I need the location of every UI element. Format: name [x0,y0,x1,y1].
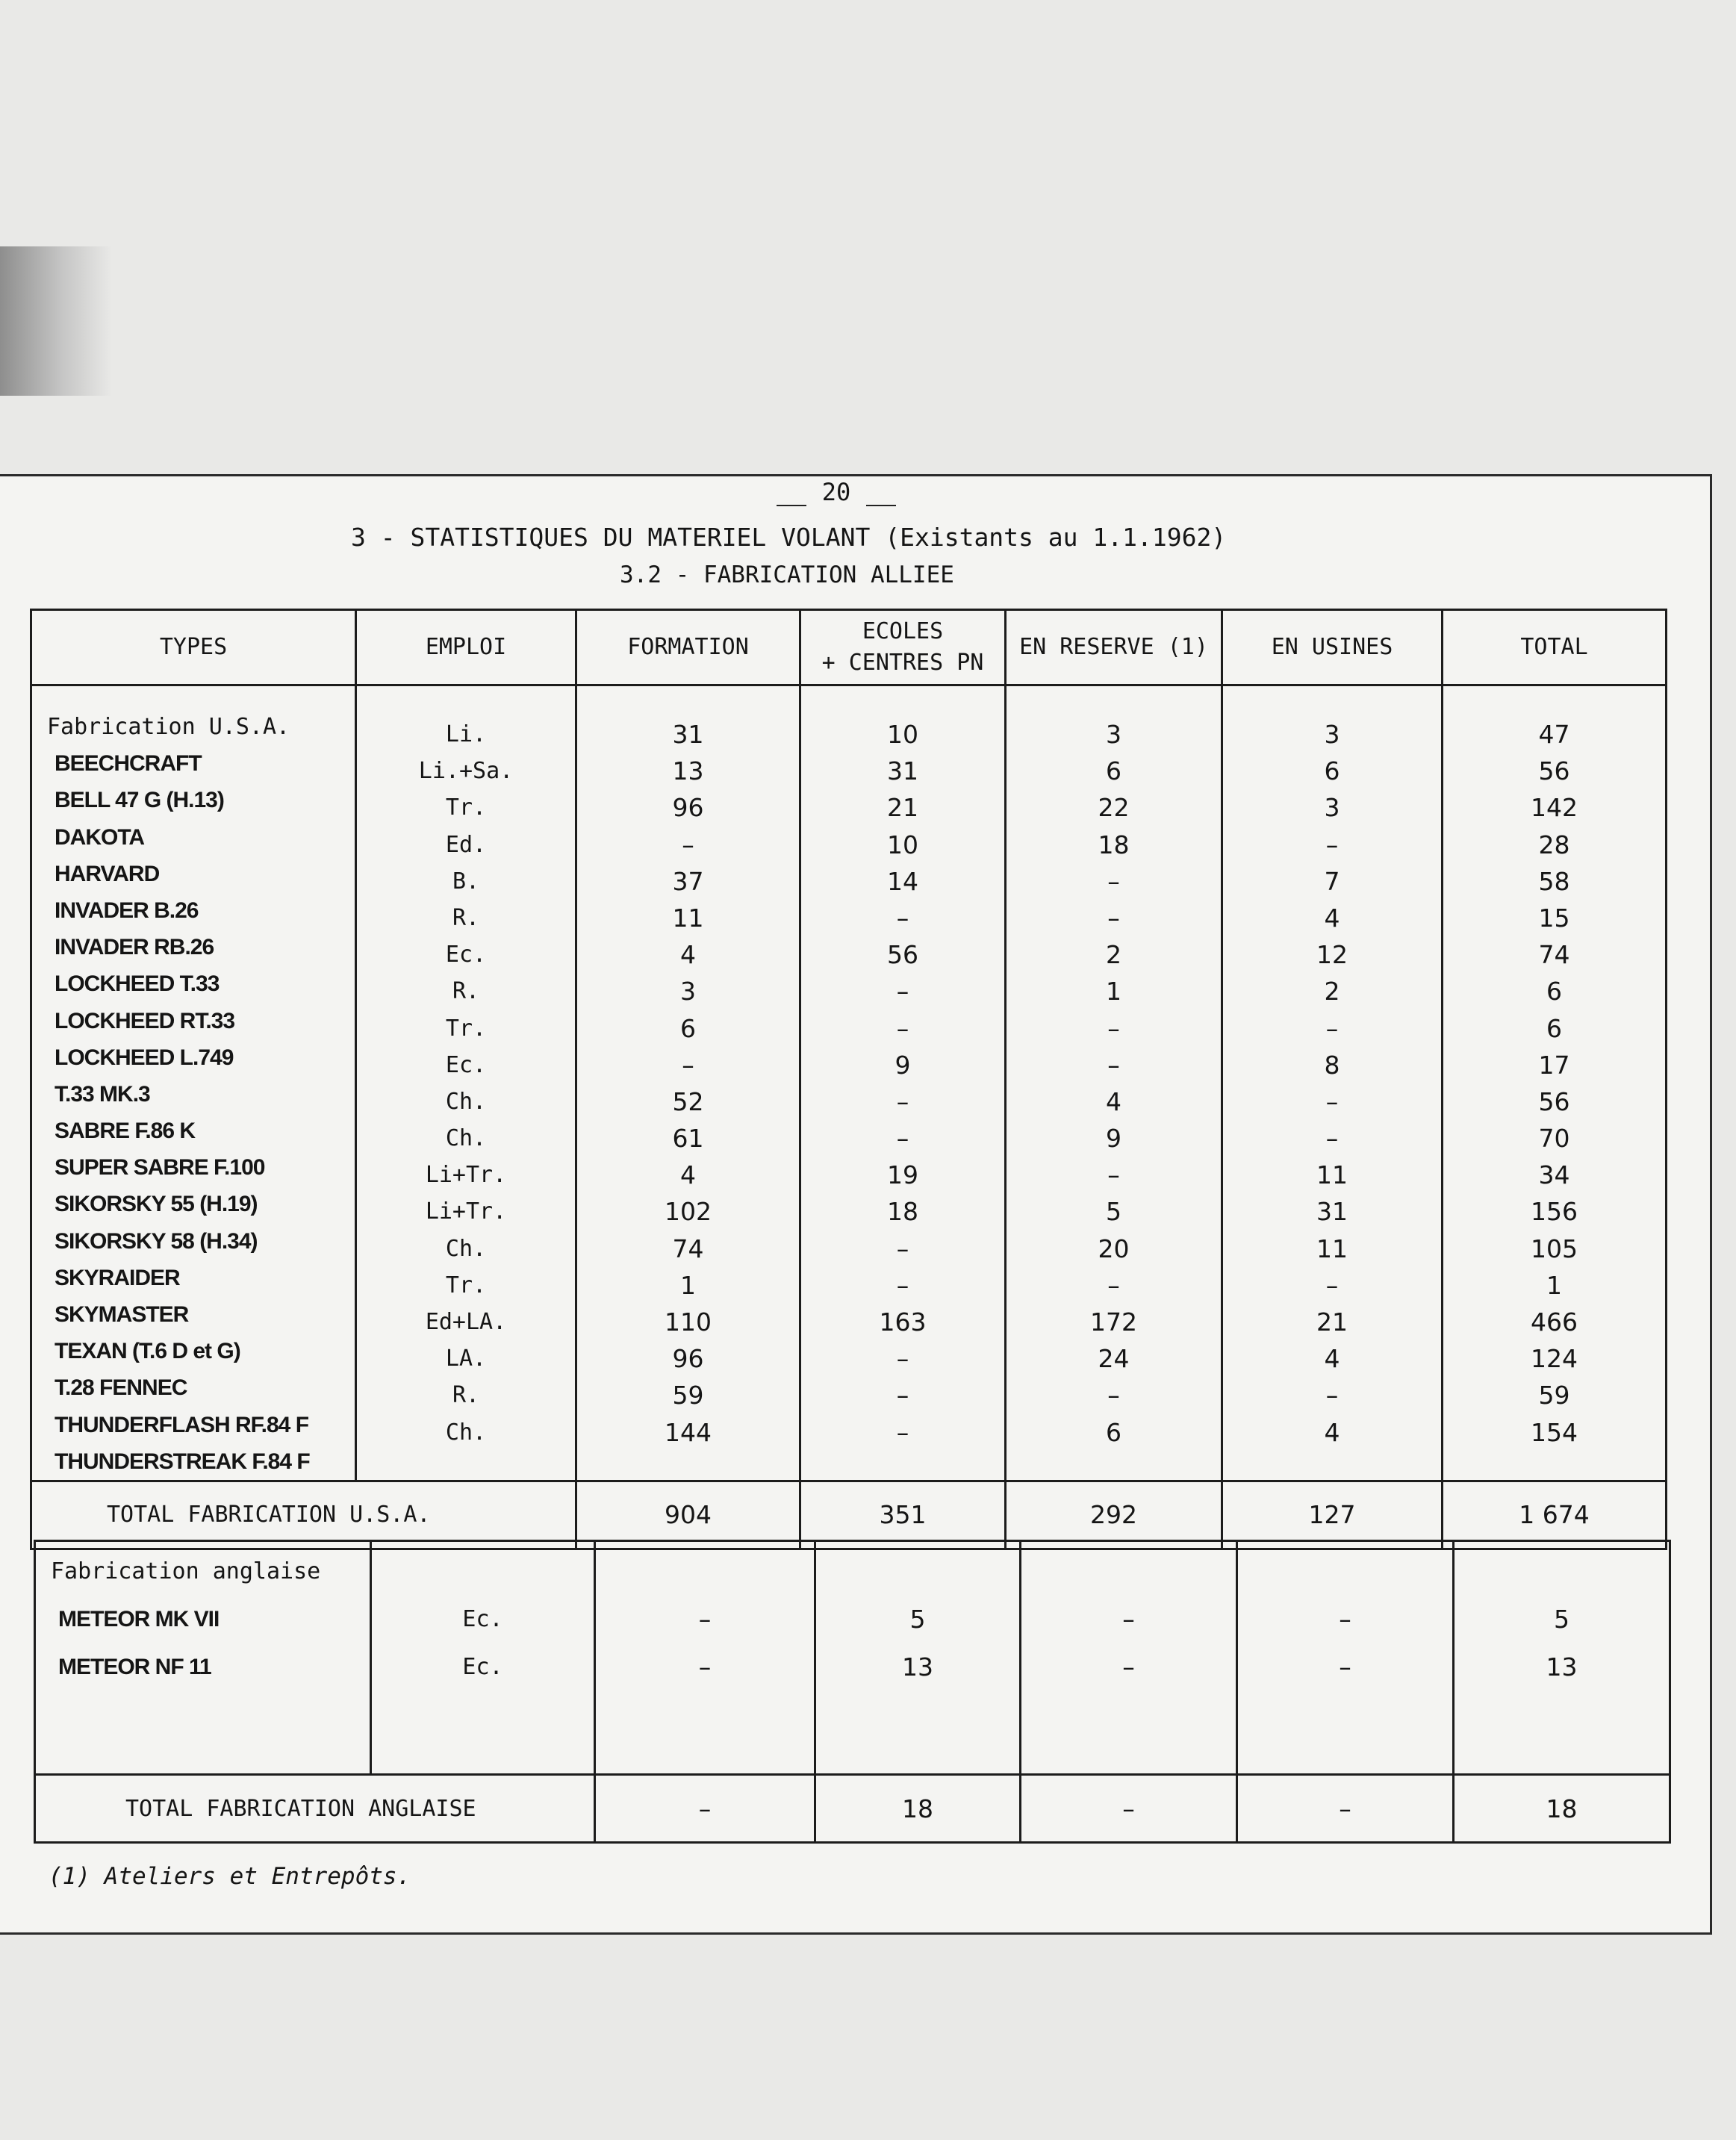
uk-formation-col [595,1541,815,1775]
usa-body-row [31,685,1667,1481]
aircraft-type-cell: METEOR NF 11 [58,1655,211,1679]
reserve-cell: 1 [1106,977,1121,1007]
ecoles-cell: 21 [887,793,918,823]
reserve-cell: – [1122,1652,1135,1682]
reserve-cell: 6 [1106,1417,1121,1447]
emploi-cell: Tr. [445,794,487,821]
aircraft-type-cell: T.28 FENNEC [55,1375,187,1401]
aircraft-type-cell: DAKOTA [55,824,145,850]
usa-group-label: Fabrication U.S.A. [47,714,290,740]
reserve-cell: 20 [1098,1234,1130,1263]
ecoles-cell: 10 [887,720,918,749]
header-ecoles-line2: + CENTRES PN [821,650,984,676]
header-total: TOTAL [1443,610,1667,685]
emploi-cell: Ch. [445,1088,487,1115]
reserve-cell: – [1107,866,1120,896]
usines-cell: 6 [1324,756,1340,786]
formation-cell: 4 [680,1160,696,1190]
emploi-cell: Ch. [445,1125,487,1152]
usa-total-reserve: 292 [1006,1481,1222,1549]
formation-cell: 13 [672,756,704,786]
reserve-cell: 172 [1090,1307,1137,1337]
total-cell: 74 [1538,940,1570,970]
reserve-cell: – [1107,1160,1120,1190]
total-cell: 70 [1538,1124,1570,1154]
total-cell: 156 [1531,1197,1578,1227]
aircraft-type-cell: LOCKHEED T.33 [55,971,220,997]
total-cell: 1 [1546,1270,1562,1300]
total-cell: 142 [1531,793,1578,823]
usines-cell: 12 [1316,940,1348,970]
reserve-cell: – [1107,1013,1120,1043]
aircraft-type-cell: SIKORSKY 55 (H.19) [55,1192,258,1217]
total-cell: 5 [1554,1605,1569,1634]
emploi-cell: LA. [445,1346,487,1372]
usines-cell: 7 [1324,866,1340,896]
total-cell: 28 [1538,830,1570,859]
usines-cell: – [1325,830,1339,859]
header-ecoles [800,610,1006,685]
formation-cell: 4 [680,940,696,970]
reserve-cell: 9 [1106,1124,1121,1154]
total-cell: 6 [1546,977,1562,1007]
usines-cell: – [1339,1605,1351,1634]
usa-total-total: 1 674 [1443,1481,1667,1549]
total-cell: 105 [1531,1234,1578,1263]
emploi-cell: R. [452,904,480,931]
formation-cell: 3 [680,977,696,1007]
usa-total-label: TOTAL FABRICATION U.S.A. [31,1481,576,1549]
reserve-cell: 4 [1106,1086,1121,1116]
header-types: TYPES [31,610,356,685]
uk-total-usines: – [1237,1775,1454,1843]
formation-cell: 144 [665,1417,712,1447]
ecoles-cell: – [896,1013,909,1043]
total-cell: 58 [1538,866,1570,896]
usines-cell: 11 [1316,1234,1348,1263]
footnote: (1) Ateliers et Entrepôts. [49,1863,411,1890]
formation-cell: 52 [672,1086,704,1116]
formation-cell: – [698,1605,712,1634]
total-cell: 17 [1538,1050,1570,1080]
reserve-cell: 18 [1098,830,1130,859]
formation-cell: 6 [680,1013,696,1043]
emploi-cell: R. [452,1382,480,1409]
ecoles-cell: 19 [887,1160,918,1190]
total-cell: 154 [1531,1417,1578,1447]
aircraft-type-cell: INVADER B.26 [55,898,199,923]
emploi-cell: Ch. [445,1419,487,1446]
usa-usines-col [1222,685,1443,1481]
usa-total-usines: 127 [1222,1481,1443,1549]
uk-ecoles-col [815,1541,1021,1775]
formation-cell: 1 [680,1270,696,1300]
uk-types-col [35,1541,371,1775]
emploi-cell: Li+Tr. [425,1162,507,1189]
formation-cell: 37 [672,866,704,896]
emploi-cell: Tr. [445,1272,487,1298]
usa-total-row [31,1481,1667,1549]
total-cell: 124 [1531,1344,1578,1374]
aircraft-type-cell: LOCKHEED L.749 [55,1045,234,1070]
formation-cell: – [698,1652,712,1682]
uk-group-label: Fabrication anglaise [51,1558,321,1584]
usines-cell: 4 [1324,1344,1340,1374]
uk-total-reserve: – [1021,1775,1237,1843]
aircraft-type-cell: BEECHCRAFT [55,751,202,777]
usines-cell: 3 [1324,720,1340,749]
page-subtitle: 3.2 - FABRICATION ALLIEE [620,562,954,588]
formation-cell: 59 [672,1381,704,1410]
usines-cell: – [1325,1013,1339,1043]
ecoles-cell: – [896,1124,909,1154]
reserve-cell: 24 [1098,1344,1130,1374]
ecoles-cell: 31 [887,756,918,786]
emploi-cell: Li.+Sa. [418,758,514,785]
ecoles-cell: 9 [895,1050,911,1080]
aircraft-type-cell: METEOR MK VII [58,1607,220,1632]
ecoles-cell: – [896,1417,909,1447]
usa-total-formation: 904 [576,1481,800,1549]
uk-total-formation: – [595,1775,815,1843]
scan-shadow [0,246,112,396]
usines-cell: – [1325,1086,1339,1116]
emploi-cell: Ec. [445,942,487,968]
uk-total-row [35,1775,1670,1843]
usa-types-col [31,685,356,1481]
total-cell: 34 [1538,1160,1570,1190]
uk-total-ecoles: 18 [815,1775,1021,1843]
uk-usines-col [1237,1541,1454,1775]
formation-cell: 61 [672,1124,704,1154]
formation-cell: – [682,1050,694,1080]
formation-cell: 96 [672,793,704,823]
ecoles-cell: – [896,1381,909,1410]
reserve-cell: – [1122,1605,1135,1634]
reserve-cell: – [1107,903,1120,933]
usa-reserve-col [1006,685,1222,1481]
reserve-cell: – [1107,1270,1120,1300]
formation-cell: 31 [672,720,704,749]
usines-cell: 11 [1316,1160,1348,1190]
ecoles-cell: 163 [879,1307,927,1337]
aircraft-type-cell: HARVARD [55,861,160,886]
page-title: 3 - STATISTIQUES DU MATERIEL VOLANT (Existants au 1.1.1962) [351,523,1227,552]
uk-body-row [35,1541,1670,1775]
reserve-cell: – [1107,1050,1120,1080]
usines-cell: 3 [1324,793,1340,823]
total-cell: 47 [1538,720,1570,749]
emploi-cell: Ec. [445,1051,487,1078]
usa-total-ecoles: 351 [800,1481,1006,1549]
header-usines: EN USINES [1222,610,1443,685]
total-cell: 6 [1546,1013,1562,1043]
emploi-cell: B. [452,868,480,895]
emploi-cell: Ed+LA. [425,1309,507,1335]
aircraft-type-cell: SKYRAIDER [55,1265,180,1290]
uk-table [34,1540,1671,1844]
ecoles-cell: 14 [887,866,918,896]
total-cell: 466 [1531,1307,1578,1337]
uk-emploi-col [371,1541,595,1775]
total-cell: 56 [1538,756,1570,786]
aircraft-type-cell: THUNDERSTREAK F.84 F [55,1449,310,1474]
usines-cell: 4 [1324,903,1340,933]
ecoles-cell: 10 [887,830,918,859]
emploi-cell: Ch. [445,1235,487,1262]
header-row [31,610,1667,685]
reserve-cell: 5 [1106,1197,1121,1227]
header-emploi: EMPLOI [356,610,576,685]
reserve-cell: 6 [1106,756,1121,786]
total-cell: 15 [1538,903,1570,933]
emploi-cell: Li. [445,721,487,747]
formation-cell: 96 [672,1344,704,1374]
aircraft-type-cell: SIKORSKY 58 (H.34) [55,1228,258,1254]
usa-formation-col [576,685,800,1481]
emploi-cell: Li+Tr. [425,1198,507,1225]
aircraft-type-cell: SKYMASTER [55,1302,189,1327]
total-cell: 56 [1538,1086,1570,1116]
uk-total-label: TOTAL FABRICATION ANGLAISE [35,1775,595,1843]
usines-cell: – [1325,1124,1339,1154]
uk-reserve-col [1021,1541,1237,1775]
usa-emploi-col [356,685,576,1481]
ecoles-cell: 13 [902,1652,933,1682]
aircraft-type-cell: TEXAN (T.6 D et G) [55,1339,240,1364]
formation-cell: 11 [672,903,704,933]
formation-cell: 110 [665,1307,712,1337]
header-reserve: EN RESERVE (1) [1006,610,1222,685]
aircraft-type-cell: THUNDERFLASH RF.84 F [55,1412,309,1437]
ecoles-cell: 5 [909,1605,926,1634]
ecoles-cell: 56 [887,940,918,970]
aircraft-type-cell: BELL 47 G (H.13) [55,788,224,813]
usines-cell: 21 [1316,1307,1348,1337]
emploi-cell: R. [452,978,480,1005]
reserve-cell: – [1107,1381,1120,1410]
reserve-cell: 2 [1106,940,1121,970]
ecoles-cell: – [896,1234,909,1263]
header-ecoles-line1: ECOLES [862,618,944,644]
formation-cell: 74 [672,1234,704,1263]
usa-total-col [1443,685,1667,1481]
usines-cell: 8 [1324,1050,1340,1080]
aircraft-type-cell: T.33 MK.3 [55,1081,150,1107]
aircraft-type-cell: SABRE F.86 K [55,1119,196,1144]
uk-total-col [1454,1541,1670,1775]
ecoles-cell: – [896,1086,909,1116]
ecoles-cell: – [896,977,909,1007]
aircraft-type-cell: SUPER SABRE F.100 [55,1155,265,1181]
ecoles-cell: – [896,903,909,933]
uk-total-total: 18 [1454,1775,1670,1843]
ecoles-cell: 18 [887,1197,918,1227]
emploi-cell: Ed. [445,831,487,858]
ecoles-cell: – [896,1344,909,1374]
usines-cell: – [1325,1381,1339,1410]
emploi-cell: Ec. [462,1654,503,1680]
aircraft-type-cell: INVADER RB.26 [55,935,214,960]
usa-ecoles-col [800,685,1006,1481]
emploi-cell: Tr. [445,1015,487,1042]
usines-cell: 31 [1316,1197,1348,1227]
usines-cell: 4 [1324,1417,1340,1447]
header-formation: FORMATION [576,610,800,685]
total-cell: 13 [1546,1652,1578,1682]
ecoles-cell: – [896,1270,909,1300]
usa-table [30,609,1667,1550]
usines-cell: – [1339,1652,1351,1682]
usines-cell: – [1325,1270,1339,1300]
page-number: 20 [777,478,896,506]
emploi-cell: Ec. [462,1606,503,1632]
total-cell: 59 [1538,1381,1570,1410]
usines-cell: 2 [1324,977,1340,1007]
aircraft-type-cell: LOCKHEED RT.33 [55,1008,235,1033]
formation-cell: 102 [665,1197,712,1227]
reserve-cell: 3 [1106,720,1121,749]
formation-cell: – [682,830,694,859]
reserve-cell: 22 [1098,793,1130,823]
